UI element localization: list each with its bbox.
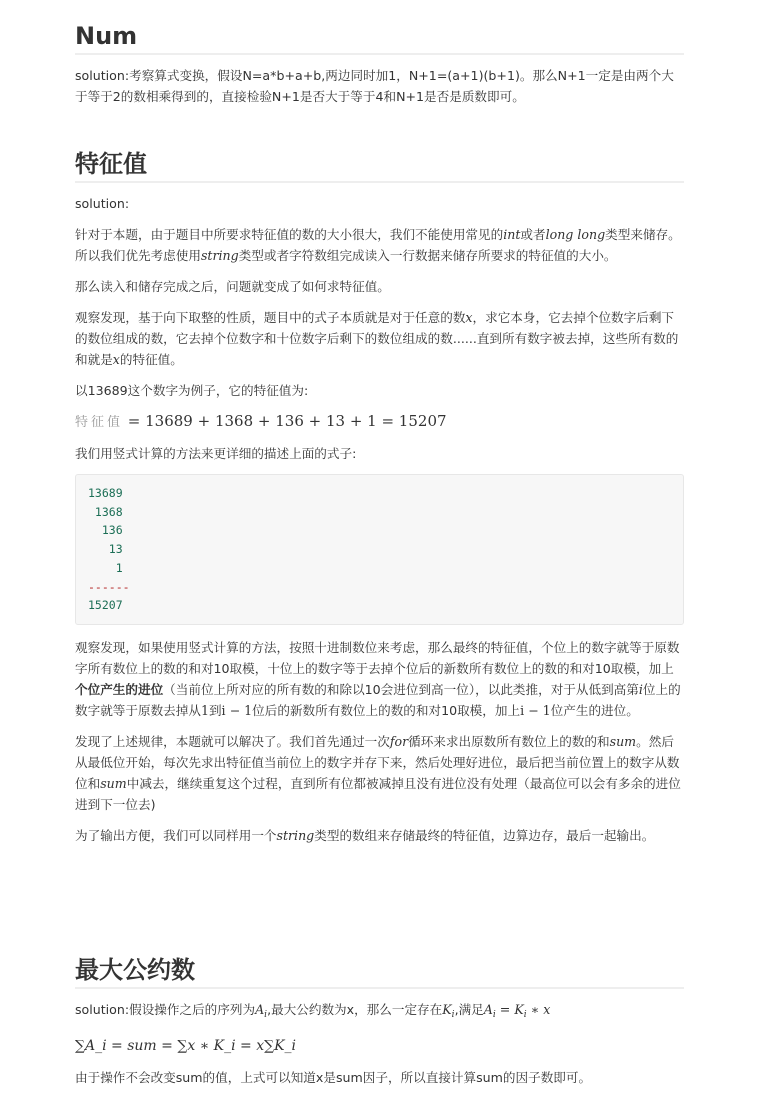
math-inline: x	[465, 310, 473, 325]
paragraph: 为了输出方便，我们可以同样用一个string类型的数组来存储最终的特征值，边算边存，最后一起输出。	[75, 827, 655, 843]
heading-num: Num	[75, 21, 684, 55]
section-eigenvalue	[75, 149, 684, 856]
math-inline: x	[112, 352, 120, 367]
math-equation: 特征值 = 13689 + 1368 + 136 + 13 + 1 = 15207	[75, 412, 447, 430]
paragraph: 由于操作不会改变sum的值，上式可以知道x是sum因子，所以直接计算sum的因子数即可。	[75, 1070, 592, 1085]
paragraph: 以13689这个数字为例子，它的特征值为:	[75, 383, 309, 398]
paragraph: solution:考察算式变换，假设N=a*b+a+b,两边同时加1，N+1=(a+1)(b+1)。那么N+1一定是由两个大于等于2的数相乘得到的，直接检验N+1是否大于等于4和N+1是否是质数即可。	[75, 68, 674, 104]
paragraph: 我们用竖式计算的方法来更详细的描述上面的式子:	[75, 446, 357, 461]
math-equation: ∑A_i = sum = ∑x ∗ K_i = x∑K_i	[75, 1038, 297, 1054]
paragraph: 发现了上述规律，本题就可以解决了。我们首先通过一次for循环来求出原数所有数位上的数的和sum。然后从最低位开始，每次先求出特征值当前位上的数字并存下来，然后处理好进位，最后把当前位置上的数字从数位和sum中减去，继续重复这个过程，直到所有位都被减掉且没有进位没有处理（最高位可以会有多余的进位进到下一位去)	[75, 733, 681, 812]
section-gcd	[75, 955, 684, 1098]
solution-label: solution:	[75, 196, 130, 211]
paragraph: 针对于本题，由于题目中所要求特征值的数的大小很大，我们不能使用常见的int或者long long类型来储存。所以我们优先考虑使用string类型或者字符数组完成读入一行数据来储存所要求的特征值的大小。	[75, 227, 681, 263]
paragraph: 观察发现，基于向下取整的性质，题目中的式子本质就是对于任意的数x，求它本身，它去掉个位数字后剩下的数位组成的数，它去掉个位数字和十位数字后剩下的数位组成的数......直到所有数字被去掉，这些所有数的和就是x的特征值。	[75, 310, 679, 367]
math-inline: int	[503, 227, 521, 242]
section-num	[75, 21, 684, 117]
paragraph: 那么读入和储存完成之后，问题就变成了如何求特征值。	[75, 279, 390, 294]
math-inline: string	[200, 248, 239, 263]
heading-eigenvalue: 特征值	[75, 149, 684, 183]
math-inline: long long	[545, 227, 606, 242]
heading-gcd: 最大公约数	[75, 955, 684, 989]
paragraph: 观察发现，如果使用竖式计算的方法，按照十进制数位来考虑，那么最终的特征值，个位上的数字就等于原数字所有数位上的数的和对10取模，十位上的数字等于去掉个位后的新数所有数位上的数的和对10取模，加上个位产生的进位（当前位上所对应的所有数的和除以10会进位到高一位），以此类推，对于从低到高第i位上的数字就等于原数去掉从1到i − 1位后的新数所有数位上的数的和对10取模，加上i − 1位产生的进位。	[75, 639, 681, 718]
bold-text: 个位产生的进位	[75, 681, 164, 697]
code-block: 13689 1368 136 13 1 ------ 15207	[75, 474, 684, 625]
paragraph: solution:假设操作之后的序列为$A_i$,最大公约数为x，那么一定存在$K_i$,满足$A_i = K_i$ ∗ x	[75, 1002, 551, 1020]
